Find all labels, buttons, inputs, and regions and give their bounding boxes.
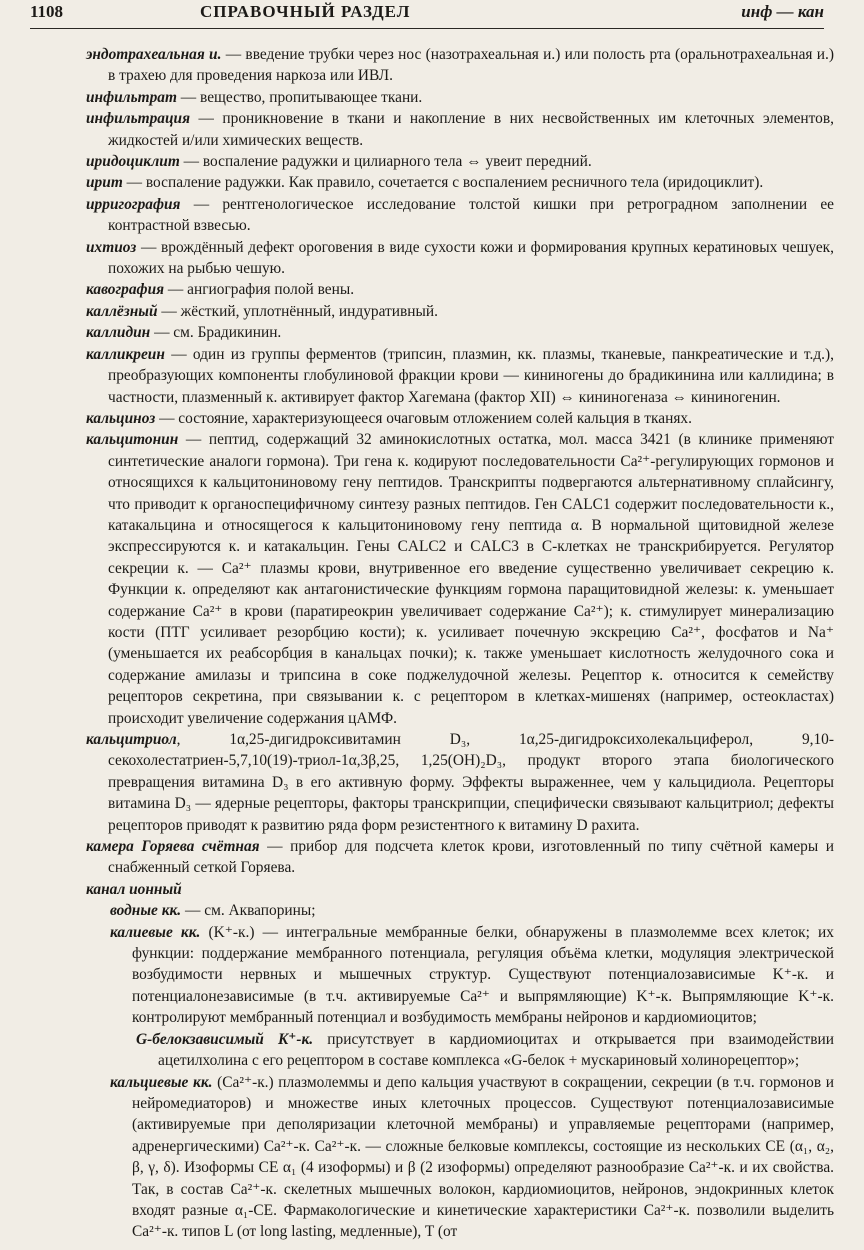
subentry: водные кк. — см. Аквапорины; bbox=[110, 902, 316, 920]
entry: кальцитонин — пептид, содержащий 32 аминокислотных остатка, мол. масса 3421 (в клинике применяют синтетические аналоги гормона). Три гена к. кодируют последовательности Ca²⁺-регулирующих гормонов и относящихся к кальцитониновому гену пептидов. Транскрипты подвергаются альтернативному сплайсингу, что приводит к органоспецифичному синтезу разных пептидов. Ген CALC1 содержит последовательности к., катакальцина и относящегося к кальцитониновому гену пептида α. В нормальной щитовидной железе экспрессируются к. и катакальцин. Гены CALC2 и CALC3 в С-клетках не транскрибируется. Регулятор секреции к. — Ca²⁺ плазмы крови, внутривенное его введение существенно увеличивает секрецию к. Функции к. определяют как антагонистические функциям гормона паращитовидной железы: к. уменьшает содержание Ca²⁺ в крови (паратиреокрин увеличивает содержание Ca²⁺); к. стимулирует минерализацию кости (ПТГ усиливает резорбцию кости); к. усиливает почечную экскрецию Ca²⁺, фосфатов и Na⁺ (уменьшается их реабсорбция в канальцах почки); к. также уменьшает кислотность желудочного сока и содержание амилазы и трипсина в соке поджелудочной железы. Рецептор к. относится к семейству рецепторов секретина, при связывании к. с рецептором в клетках-мишенях (например, остеокластах) происходит увеличение содержания цАМФ. bbox=[86, 431, 834, 727]
entry: ихтиоз — врождённый дефект ороговения в виде сухости кожи и формирования крупных кератиновых чешуек, похожих на рыбью чешую. bbox=[86, 238, 834, 278]
header-rule bbox=[30, 28, 824, 29]
subentry: калиевые кк. (K⁺-к.) — интегральные мембранные белки, обнаружены в плазмолемме всех клеток; их функции: поддержание мембранного потенциала, регуляция объёма клетки, модуляция электрической возбудимости нервных и мышечных структур. Существуют потенциалозависимые K⁺-к. и потенциалонезависимые (в т.ч. активируемые Ca²⁺ и выпрямляющие) K⁺-к. Выпрямляющие K⁺-к. контролируют мембранный потенциал и возбудимость мембраны нейронов и кардиомиоцитов; bbox=[110, 923, 834, 1027]
section-title: СПРАВОЧНЫЙ РАЗДЕЛ bbox=[200, 2, 411, 21]
page-header bbox=[30, 2, 824, 28]
entry: инфильтрация — проникновение в ткани и накопление в них несвойственных им клеточных элементов, жидкостей и/или химических веществ. bbox=[86, 110, 834, 149]
entry: ирит — воспаление радужки. Как правило, сочетается с воспалением ресничного тела (иридоциклит). bbox=[86, 174, 764, 192]
running-head: инф — кан bbox=[741, 2, 824, 21]
dictionary-body bbox=[86, 44, 834, 1243]
entry: кальциноз — состояние, характеризующееся очаговым отложением солей кальция в тканях. bbox=[86, 409, 692, 427]
entry: кавография — ангиография полой вены. bbox=[86, 281, 355, 299]
entry: калликреин — один из группы ферментов (трипсин, плазмин, кк. плазмы, тканевые, панкреатические и т.д.), преобразующих компоненты глобулиновой фракции крови — кининогены до брадикинина или каллидина; в частности, плазменный к. активирует фактор Хагемана (фактор XII) ⇔ кининогеназа ⇔ кининогенин. bbox=[86, 345, 834, 406]
entry: каллидин — см. Брадикинин. bbox=[86, 324, 282, 342]
entry: эндотрахеальная и. — введение трубки через нос (назотрахеальная и.) или полость рта (оральнотрахеальная и.) в трахею для проведения наркоза или ИВЛ. bbox=[86, 46, 834, 85]
entry: кальцитриол, 1α,25-дигидроксивитамин D₃, 1α,25-дигидроксихолекальциферол, 9,10-секохолестатриен-5,7,10(19)-триол-1α,3β,25, 1,25(OH)₂D₃, продукт второго этапа биологического превращения витамина D₃ в его активную форму. Эффекты выраженнее, чем у кальцидиола. Рецепторы витамина D₃ — ядерные рецепторы, факторы транскрипции, специфически связывают кальцитриол; дефекты рецепторов приводят к развитию ряда форм резистентного к витамину D рахита. bbox=[86, 731, 834, 834]
subentry: кальциевые кк. (Ca²⁺-к.) плазмолеммы и депо кальция участвуют в сокращении, секреции (в т.ч. гормонов и нейромедиаторов) и множестве иных клеточных процессов. Существуют потенциалозависимые (активируемые при деполяризации клеточной мембраны) и управляемые рецепторами (например, адренергическими) Ca²⁺-к. Ca²⁺-к. — сложные белковые комплексы, состоящие из нескольких СЕ (α₁, α₂, β, γ, δ). Изоформы СЕ α₁ (4 изоформы) и β (2 изоформы) определяют разнообразие Ca²⁺-к. и их свойства. Так, в состав Ca²⁺-к. скелетных мышечных волокон, кардиомиоцитов, нейронов, эндокринных клеток входят разные α₁-СЕ. Фармакологические и кинетические характеристики Ca²⁺-к. позволили выделить Ca²⁺-к. типов L (от long lasting, медленные), T (от bbox=[110, 1073, 834, 1241]
entry: ирригография — рентгенологическое исследование толстой кишки при ретроградном заполнении ее контрастной взвесью. bbox=[86, 195, 834, 235]
entry: инфильтрат — вещество, пропитывающее ткани. bbox=[86, 88, 423, 106]
page-number: 1108 bbox=[30, 2, 64, 21]
entry: иридоциклит — воспаление радужки и цилиарного тела ⇔ увеит передний. bbox=[86, 153, 592, 171]
entry: камера Горяева счётная — прибор для подсчета клеток крови, изготовленный по типу счётной камеры и снабженный сеткой Горяева. bbox=[86, 838, 834, 877]
subentry: G-белокзависимый K⁺-к. присутствует в кардиомиоцитах и открывается при взаимодействии ацетилхолина с его рецептором в составе комплекса «G-белок + мускариновый холинорецептор»; bbox=[136, 1030, 834, 1070]
entry: канал ионный bbox=[86, 880, 182, 898]
entry: каллёзный — жёсткий, уплотнённый, индуративный. bbox=[86, 302, 438, 320]
